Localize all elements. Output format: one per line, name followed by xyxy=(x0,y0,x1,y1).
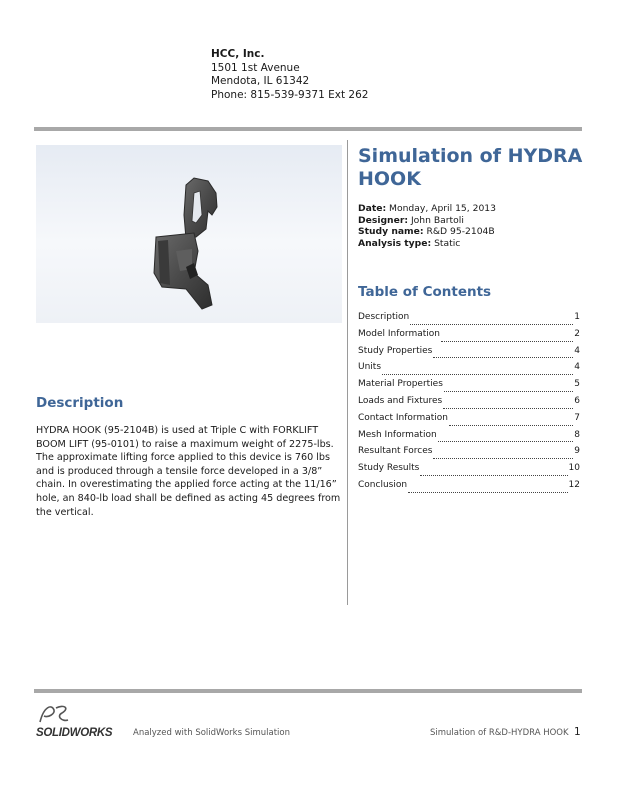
study-name-value: R&D 95-2104B xyxy=(426,226,495,237)
toc-leader xyxy=(444,383,573,392)
toc-entry-label: Contact Information xyxy=(358,412,448,423)
column-divider xyxy=(347,140,348,605)
toc-entry-page: 4 xyxy=(574,345,580,356)
toc-leader xyxy=(408,484,567,493)
toc-entry-label: Mesh Information xyxy=(358,429,437,440)
footer-analyzed-with: Analyzed with SolidWorks Simulation xyxy=(133,728,290,738)
designer-label: Designer: xyxy=(358,214,409,226)
toc-entry-page: 4 xyxy=(574,362,580,373)
toc-entry-label: Units xyxy=(358,362,382,373)
toc-entry-material-properties[interactable] xyxy=(358,379,580,396)
toc-leader xyxy=(433,349,573,358)
footer-document-title: Simulation of R&D-HYDRA HOOK xyxy=(430,728,569,738)
toc-entry-conclusion[interactable] xyxy=(358,480,580,497)
designer-value: John Bartoli xyxy=(410,214,464,226)
toc-leader xyxy=(438,433,574,442)
toc-entry-label: Study Results xyxy=(358,463,420,474)
toc-leader xyxy=(433,450,573,459)
analysis-type-label: Analysis type: xyxy=(358,237,432,249)
company-address-line1: 1501 1st Avenue xyxy=(211,61,300,74)
toc-entry-resultant-forces[interactable] xyxy=(358,446,580,463)
toc-leader xyxy=(382,366,573,375)
toc-leader xyxy=(410,316,573,325)
date-label: Date: xyxy=(358,203,387,214)
header-divider xyxy=(34,127,582,131)
page-number: 1 xyxy=(574,726,581,738)
toc-leader xyxy=(443,400,573,409)
model-render-image xyxy=(36,145,342,323)
table-of-contents xyxy=(358,312,580,497)
toc-entry-label: Study Properties xyxy=(358,345,433,356)
toc-entry-study-properties[interactable] xyxy=(358,346,580,363)
analysis-type-value: Static xyxy=(434,237,461,249)
toc-entry-page: 1 xyxy=(574,312,580,322)
toc-heading: Table of Contents xyxy=(358,284,492,300)
toc-leader xyxy=(420,467,567,476)
toc-entry-model-information[interactable] xyxy=(358,329,580,346)
toc-entry-label: Model Information xyxy=(358,328,440,339)
toc-entry-label: Conclusion xyxy=(358,479,408,490)
toc-entry-label: Resultant Forces xyxy=(358,446,433,457)
ds-logo-icon xyxy=(36,702,76,726)
company-phone: Phone: 815-539-9371 Ext 262 xyxy=(211,88,369,101)
solidworks-logo-text: SOLIDWORKS xyxy=(36,727,113,739)
toc-entry-page: 9 xyxy=(574,446,580,457)
hydra-hook-model-icon xyxy=(36,145,342,323)
company-address-line2: Mendota, IL 61342 xyxy=(211,75,310,87)
toc-entry-contact-information[interactable] xyxy=(358,413,580,430)
toc-entry-label: Material Properties xyxy=(358,379,443,390)
report-metadata xyxy=(358,203,496,249)
toc-entry-label: Loads and Fixtures xyxy=(358,395,443,406)
toc-entry-page: 10 xyxy=(568,463,580,474)
toc-leader xyxy=(449,417,573,426)
toc-entry-page: 5 xyxy=(574,379,580,390)
toc-entry-page: 2 xyxy=(574,328,580,339)
report-title: Simulation of HYDRA HOOK xyxy=(358,145,583,190)
toc-entry-description[interactable] xyxy=(358,312,580,329)
toc-entry-units[interactable] xyxy=(358,362,580,379)
study-name-label: Study name: xyxy=(358,226,424,237)
toc-entry-mesh-information[interactable] xyxy=(358,430,580,447)
toc-leader xyxy=(441,333,573,342)
toc-entry-page: 8 xyxy=(574,429,580,440)
description-body: HYDRA HOOK (95-2104B) is used at Triple C with FORKLIFT BOOM LIFT (95-0101) to raise a maximum weight of 2275-lbs. The approximate lifting force applied to this device is 760 lbs and is produced through a tensile force developed in a 3/8” chain. In overestimating the applied force acting at the 11/16” hole, an 840-lb load shall be defined as acting 45 degrees from the vertical. xyxy=(36,425,341,518)
description-heading: Description xyxy=(36,395,124,411)
toc-entry-page: 12 xyxy=(568,479,580,490)
company-name: HCC, Inc. xyxy=(211,48,265,60)
date-value: Monday, April 15, 2013 xyxy=(389,203,496,214)
footer-divider xyxy=(34,689,582,693)
toc-entry-page: 6 xyxy=(574,395,580,406)
toc-entry-label: Description xyxy=(358,312,410,322)
company-address-block xyxy=(211,48,368,102)
toc-entry-page: 7 xyxy=(574,412,580,423)
toc-entry-loads-and-fixtures[interactable] xyxy=(358,396,580,413)
toc-entry-study-results[interactable] xyxy=(358,463,580,480)
